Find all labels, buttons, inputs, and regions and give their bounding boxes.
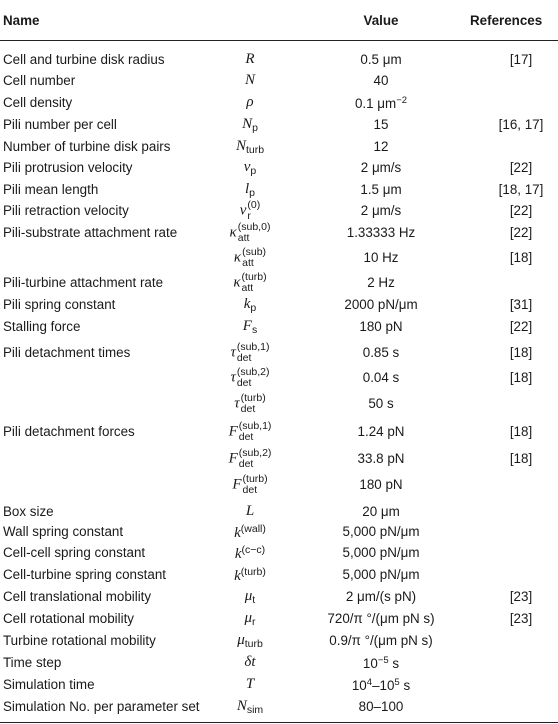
symbol-base: μ xyxy=(244,588,253,604)
symbol-superscript: (turb) xyxy=(240,392,266,404)
parameter-symbol xyxy=(229,421,272,443)
value-text: 2 μm/s xyxy=(360,160,402,175)
parameter-reference: [18] xyxy=(509,424,533,439)
parameter-symbol xyxy=(246,504,254,519)
symbol-superscript: (sub,1) xyxy=(238,420,272,432)
value-text: 0.5 μm xyxy=(360,52,402,67)
parameter-symbol xyxy=(234,524,266,541)
parameter-value xyxy=(355,96,407,110)
value-exponent: −5 xyxy=(377,655,389,666)
value-unit: s xyxy=(403,678,411,693)
symbol-base: τ xyxy=(230,369,236,386)
parameter-symbol xyxy=(230,342,269,364)
parameter-name: Pili retraction velocity xyxy=(3,203,129,218)
symbol-base: L xyxy=(245,503,255,519)
parameter-value xyxy=(374,140,389,153)
parameter-reference: [16, 17] xyxy=(498,117,544,132)
symbol-base: ρ xyxy=(246,94,254,110)
value-text: 2000 pN/μm xyxy=(344,297,418,312)
symbol-subscript: det xyxy=(240,403,256,415)
value-text: 2 Hz xyxy=(367,275,395,290)
symbol-indices xyxy=(247,200,260,222)
symbol-indices xyxy=(243,474,268,496)
parameter-symbol xyxy=(233,272,266,294)
symbol-superscript: (sub,1) xyxy=(236,341,270,353)
parameter-symbol xyxy=(237,633,263,650)
parameter-name: Pili-turbine attachment rate xyxy=(3,275,164,290)
symbol-base: δt xyxy=(244,654,256,670)
parameter-symbol xyxy=(244,655,255,670)
symbol-indices xyxy=(237,367,270,389)
parameter-name: Cell and turbine disk radius xyxy=(3,52,165,67)
parameter-symbol xyxy=(244,297,257,314)
parameter-symbol xyxy=(234,393,265,415)
symbol-subscript: att xyxy=(242,257,254,269)
symbol-superscript: (turb) xyxy=(240,566,266,578)
parameter-value xyxy=(327,612,434,625)
symbol-indices xyxy=(239,448,272,470)
parameter-reference: [23] xyxy=(509,611,533,626)
parameter-value xyxy=(359,320,402,333)
symbol-base: l xyxy=(244,181,250,197)
parameter-value xyxy=(360,183,401,196)
parameter-value xyxy=(346,590,416,603)
parameter-symbol xyxy=(244,160,257,177)
value-text: 2 μm/s xyxy=(360,203,402,218)
bottom-rule xyxy=(0,722,558,723)
symbol-superscript: (c−c) xyxy=(241,544,266,556)
symbol-base: κ xyxy=(233,274,241,291)
symbol-indices xyxy=(241,393,266,415)
header-name: Name xyxy=(3,13,40,28)
value-text: 0.85 s xyxy=(362,345,400,360)
parameter-symbol xyxy=(245,589,255,606)
symbol-base: N xyxy=(236,698,247,714)
parameter-name: Cell translational mobility xyxy=(3,589,152,604)
parameter-reference: [18] xyxy=(509,370,533,385)
symbol-base: μ xyxy=(244,610,253,626)
parameter-symbol xyxy=(234,567,266,584)
parameter-value xyxy=(362,505,400,518)
value-text: 33.8 pN xyxy=(357,451,405,466)
symbol-subscript: s xyxy=(251,324,258,336)
value-exponent: −2 xyxy=(396,95,408,106)
value-text: 10 xyxy=(351,678,367,693)
parameter-value xyxy=(352,678,410,692)
parameter-value xyxy=(343,546,420,559)
symbol-base: k xyxy=(234,525,241,541)
symbol-subscript: p xyxy=(252,122,258,134)
parameter-value xyxy=(374,118,389,131)
parameter-value xyxy=(344,298,417,311)
value-text: 180 pN xyxy=(359,319,403,334)
symbol-base: k xyxy=(234,568,241,584)
parameter-value xyxy=(364,251,399,264)
parameter-symbol xyxy=(245,182,255,199)
parameter-symbol xyxy=(232,474,267,496)
symbol-base: N xyxy=(242,116,253,132)
parameter-value xyxy=(358,452,405,465)
parameter-symbol xyxy=(240,200,261,222)
parameter-reference: [22] xyxy=(509,160,533,175)
parameter-reference: [23] xyxy=(509,589,533,604)
value-text: 180 pN xyxy=(359,477,403,492)
symbol-superscript: (sub) xyxy=(242,246,267,258)
symbol-subscript: turb xyxy=(245,144,265,156)
parameter-value xyxy=(358,425,405,438)
symbol-subscript: det xyxy=(238,431,254,443)
parameter-value xyxy=(361,204,401,217)
symbol-base: τ xyxy=(230,344,236,361)
symbol-subscript: r xyxy=(252,616,256,628)
parameter-symbol xyxy=(236,139,264,156)
parameter-name: Pili mean length xyxy=(3,182,99,197)
value-text: 1.5 μm xyxy=(360,182,402,197)
parameter-name: Number of turbine disk pairs xyxy=(3,139,171,154)
parameter-value xyxy=(360,53,401,66)
value-text: 5,000 pN/μm xyxy=(342,545,420,560)
value-text: 720/π °/(μm pN s) xyxy=(327,611,435,626)
parameter-name: Pili number per cell xyxy=(3,117,117,132)
symbol-base: R xyxy=(245,51,255,67)
parameter-value xyxy=(363,371,399,384)
symbol-base: F xyxy=(228,450,238,467)
parameter-value xyxy=(361,161,401,174)
parameter-symbol xyxy=(237,699,263,716)
symbol-indices xyxy=(242,247,266,269)
symbol-base: T xyxy=(245,676,255,692)
symbol-superscript: (turb) xyxy=(241,271,267,283)
parameter-value xyxy=(367,276,395,289)
symbol-subscript: det xyxy=(242,484,258,496)
value-exponent: 4 xyxy=(366,677,373,688)
parameter-reference: [18, 17] xyxy=(498,182,544,197)
parameter-value xyxy=(347,226,416,239)
symbol-subscript: turb xyxy=(244,638,263,650)
parameter-symbol xyxy=(230,222,271,244)
parameter-name: Pili protrusion velocity xyxy=(3,160,133,175)
parameter-value xyxy=(363,346,399,359)
parameter-value xyxy=(359,478,402,491)
value-text: 1.33333 Hz xyxy=(346,225,416,240)
parameter-name: Cell density xyxy=(3,95,73,110)
parameter-value xyxy=(343,525,420,538)
symbol-superscript: (turb) xyxy=(242,473,268,485)
parameter-name: Pili detachment forces xyxy=(3,424,135,439)
symbol-base: μ xyxy=(237,632,245,648)
header-references: References xyxy=(470,13,543,28)
symbol-indices xyxy=(238,222,271,244)
symbol-superscript: (wall) xyxy=(240,523,266,535)
symbol-indices xyxy=(242,272,267,294)
parameter-reference: [18] xyxy=(509,250,533,265)
symbol-subscript: att xyxy=(237,232,250,244)
parameter-name: Cell rotational mobility xyxy=(3,611,134,626)
parameter-name: Simulation No. per parameter set xyxy=(3,699,200,714)
parameter-value xyxy=(359,700,404,713)
symbol-subscript: r xyxy=(247,210,251,222)
value-text: 15 xyxy=(373,117,389,132)
value-unit: –10 xyxy=(372,678,395,693)
parameter-symbol xyxy=(229,448,272,470)
parameter-value xyxy=(343,568,420,581)
parameter-value xyxy=(374,74,389,87)
symbol-subscript: det xyxy=(236,377,252,389)
parameter-symbol xyxy=(245,52,254,67)
parameter-symbol xyxy=(234,247,266,269)
parameter-reference: [17] xyxy=(509,52,533,67)
header-value: Value xyxy=(363,13,399,28)
value-text: 50 s xyxy=(368,396,394,411)
symbol-base: τ xyxy=(234,395,240,412)
symbol-superscript: (0) xyxy=(247,199,261,211)
symbol-subscript: p xyxy=(250,302,257,314)
value-text: 10 xyxy=(362,656,378,671)
parameter-symbol xyxy=(245,73,255,88)
symbol-base: k xyxy=(234,546,242,562)
symbol-base: N xyxy=(235,138,246,154)
parameter-reference: [22] xyxy=(509,225,533,240)
parameter-symbol xyxy=(242,117,258,134)
parameter-name: Simulation time xyxy=(3,677,95,692)
parameter-name: Turbine rotational mobility xyxy=(3,633,156,648)
parameter-symbol xyxy=(246,677,254,692)
symbol-base: v xyxy=(239,202,247,219)
value-text: 40 xyxy=(373,73,389,88)
symbol-subscript: sim xyxy=(246,704,264,716)
parameter-symbol xyxy=(246,95,253,110)
parameter-name: Box size xyxy=(3,504,54,519)
value-text: 20 μm xyxy=(362,504,400,519)
symbol-subscript: p xyxy=(250,165,257,177)
symbol-base: F xyxy=(242,318,252,334)
value-unit: s xyxy=(392,656,400,671)
value-text: 12 xyxy=(373,139,389,154)
value-exponent: 5 xyxy=(394,677,400,688)
symbol-subscript: det xyxy=(236,352,252,364)
parameter-name: Time step xyxy=(3,655,62,670)
parameter-value xyxy=(368,397,393,410)
symbol-base: F xyxy=(232,476,242,493)
parameter-symbol xyxy=(230,367,269,389)
symbol-superscript: (sub,2) xyxy=(238,447,272,459)
value-text: 0.1 μm xyxy=(354,96,397,111)
symbol-base: k xyxy=(243,296,251,312)
parameter-name: Pili-substrate attachment rate xyxy=(3,225,178,240)
symbol-superscript: (sub,2) xyxy=(236,366,270,378)
parameter-reference: [22] xyxy=(509,319,533,334)
symbol-subscript: att xyxy=(241,282,254,294)
value-text: 5,000 pN/μm xyxy=(342,524,420,539)
parameter-name: Cell-cell spring constant xyxy=(3,545,146,560)
parameter-value xyxy=(363,656,399,670)
value-text: 2 μm/(s pN) xyxy=(345,589,417,604)
parameter-name: Pili spring constant xyxy=(3,297,116,312)
symbol-base: κ xyxy=(229,224,237,241)
symbol-base: v xyxy=(243,159,251,175)
symbol-subscript: p xyxy=(249,187,256,199)
value-text: 5,000 pN/μm xyxy=(342,567,420,582)
symbol-superscript: (sub,0) xyxy=(237,221,271,233)
parameter-name: Wall spring constant xyxy=(3,524,124,539)
parameter-reference: [18] xyxy=(509,451,533,466)
symbol-subscript: det xyxy=(238,458,254,470)
parameter-name: Cell number xyxy=(3,73,76,88)
parameter-reference: [31] xyxy=(509,297,533,312)
value-text: 0.04 s xyxy=(362,370,400,385)
value-text: 10 Hz xyxy=(363,250,399,265)
parameter-value xyxy=(329,634,432,647)
parameter-reference: [18] xyxy=(509,345,533,360)
parameter-name: Stalling force xyxy=(3,319,81,334)
parameter-symbol xyxy=(244,611,255,628)
symbol-base: N xyxy=(244,72,256,88)
symbol-indices xyxy=(237,342,270,364)
symbol-subscript: t xyxy=(252,594,256,606)
value-text: 80–100 xyxy=(358,699,404,714)
parameter-symbol xyxy=(235,545,265,562)
parameter-reference: [22] xyxy=(509,203,533,218)
symbol-base: κ xyxy=(233,249,242,266)
header-rule xyxy=(0,40,558,41)
parameter-name: Pili detachment times xyxy=(3,345,131,360)
value-text: 1.24 pN xyxy=(357,424,405,439)
symbol-base: F xyxy=(228,423,238,440)
parameter-symbol xyxy=(243,319,257,336)
parameter-name: Cell-turbine spring constant xyxy=(3,567,167,582)
symbol-indices xyxy=(239,421,272,443)
value-text: 0.9/π °/(μm pN s) xyxy=(329,633,433,648)
